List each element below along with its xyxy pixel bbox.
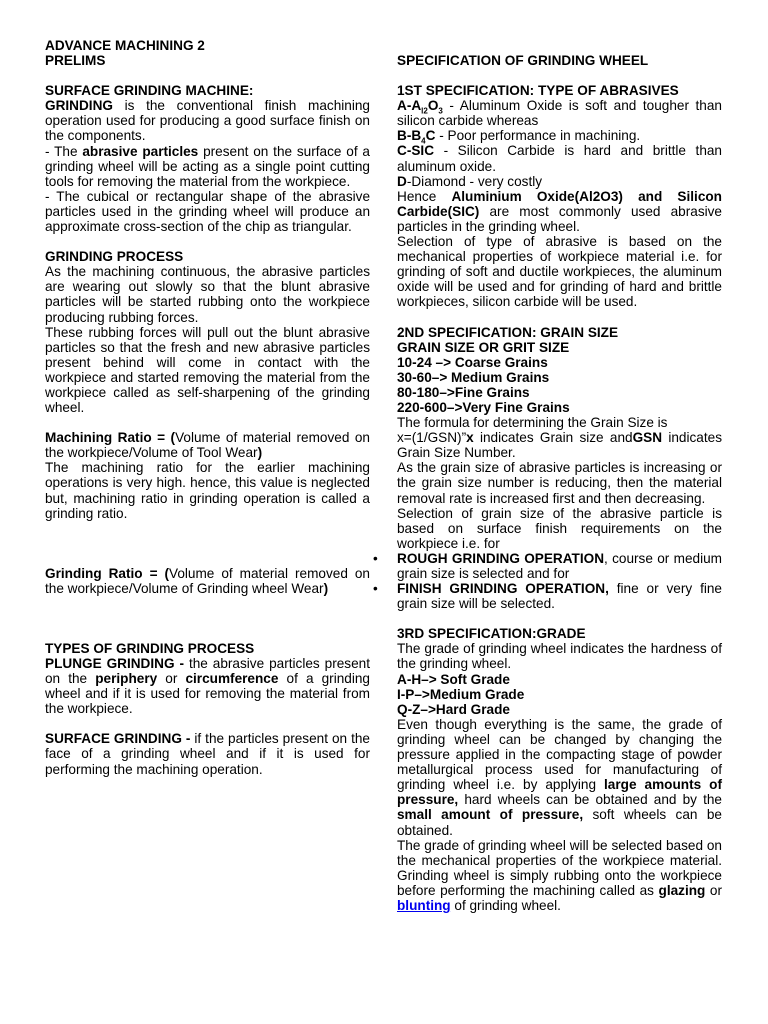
abrasive-c: C-SIC - Silicon Carbide is hard and brittle than aluminum oxide. xyxy=(397,143,722,174)
machining-ratio-formula: Machining Ratio = (Volume of material removed on the workpiece/Volume of Tool Wear) xyxy=(45,430,370,461)
term-title: PRELIMS xyxy=(45,53,106,69)
spec3-heading: 3RD SPECIFICATION:GRADE xyxy=(397,626,586,642)
grade-soft: A-H–> Soft Grade xyxy=(397,671,510,687)
grain-selection: Selection of grain size of the abrasive particle is based on surface finish requirements on the workpiece i.e. for xyxy=(397,505,722,551)
course-title: ADVANCE MACHINING 2 xyxy=(45,38,205,53)
bullet-rough: • ROUGH GRINDING OPERATION, course or medium grain size is selected and for xyxy=(373,550,722,581)
formula-line: x=(1/GSN)”x indicates Grain size andGSN indicates Grain Size Number. xyxy=(397,430,723,461)
hence-paragraph: Hence Aluminium Oxide(Al2O3) and Silicon Carbide(SIC) are most commonly used abrasive particles in the grinding wheel. xyxy=(397,188,722,234)
grain-fine: 80-180–>Fine Grains xyxy=(397,384,530,400)
spec1-heading: 1ST SPECIFICATION: TYPE OF ABRASIVES xyxy=(397,83,679,99)
abrasive-selection: Selection of type of abrasive is based on the mechanical properties of workpiece material i.e. for grinding of soft and ductile workpieces, the aluminum oxide will be used and for grinding of hard and brittle workpieces, silicon carbide will be used. xyxy=(397,234,722,310)
abrasive-b: $B-B_4C$ - Poor performance in machining. xyxy=(397,128,641,147)
surface-grinding: SURFACE GRINDING - if the particles present on the face of a grinding wheel and if it is used for performing the machining operation. xyxy=(45,731,370,777)
grinding-definition: GRINDING is the conventional finish machining operation used for producing a good surface finish on the components. xyxy=(45,98,370,144)
grade-intro: The grade of grinding wheel indicates the hardness of the grinding wheel. xyxy=(397,641,722,672)
grain-paragraph: As the grain size of abrasive particles is increasing or the grain size number is reducing, then the material removal rate is increased first and then decreasing. xyxy=(397,460,722,506)
machining-ratio-text: The machining ratio for the earlier machining operations is very high. hence, this value is neglected but, machining ratio in grinding operation is called a grinding ratio. xyxy=(45,460,370,521)
right-column xyxy=(373,53,723,913)
formula-intro: The formula for determining the Grain Size is xyxy=(397,415,668,431)
bullet-dot: • xyxy=(373,581,378,597)
abrasive-paragraph: - The abrasive particles present on the surface of a grinding wheel will be acting as a single point cutting tools for removing the material from the workpiece. xyxy=(45,143,370,189)
process-paragraph-2: These rubbing forces will pull out the blunt abrasive particles so that the fresh and new abrasive particles present behind will come in contact with the workpiece and started removing the material from the workpiece called as self-sharpening of the grinding wheel. xyxy=(45,324,370,416)
grade-medium: I-P–>Medium Grade xyxy=(397,686,525,702)
cubical-paragraph: - The cubical or rectangular shape of the abrasive particles used in the grinding wheel will produce an approximate cross-section of the chip as triangular. xyxy=(45,188,370,235)
bullet-dot: • xyxy=(373,550,378,566)
blunting-link[interactable]: blunting xyxy=(397,897,451,913)
left-column xyxy=(45,38,370,777)
abrasive-d: D-Diamond - very costly xyxy=(397,173,543,189)
types-heading: TYPES OF GRINDING PROCESS xyxy=(45,640,255,656)
process-heading: GRINDING PROCESS xyxy=(45,249,184,265)
spec2-subheading: GRAIN SIZE OR GRIT SIZE xyxy=(397,339,570,355)
abrasive-a: $A-A_{l2}O_3$ - Aluminum Oxide is soft and tougher than silicon carbide whereas xyxy=(397,98,722,129)
grain-very-fine: 220-600–>Very Fine Grains xyxy=(397,399,570,415)
grinding-ratio-formula: Grinding Ratio = (Volume of material removed on the workpiece/Volume of Grinding wheel Wear) xyxy=(45,565,370,596)
plunge-grinding: PLUNGE GRINDING - the abrasive particles present on the periphery or circumference of a grinding wheel and if it is used for removing the material from the workpiece. xyxy=(45,656,370,717)
sgm-heading: SURFACE GRINDING MACHINE: xyxy=(45,83,254,99)
grade-paragraph-1: Even though everything is the same, the grade of grinding wheel can be changed by changing the pressure applied in the compacting stage of powder metallurgical process used for manufacturing of grinding wheel i.e. by applying large amounts of pressure, hard wheels can be obtained and by the small amount of pressure, soft wheels can be obtained. xyxy=(397,716,722,838)
spec2-heading: 2ND SPECIFICATION: GRAIN SIZE xyxy=(397,324,619,340)
spec-heading: SPECIFICATION OF GRINDING WHEEL xyxy=(397,53,649,68)
grain-medium: 30-60–> Medium Grains xyxy=(397,369,550,385)
grain-coarse: 10-24 –> Coarse Grains xyxy=(397,354,548,370)
grade-paragraph-2: The grade of grinding wheel will be selected based on the mechanical properties of the workpiece material. Grinding wheel is simply rubbing onto the workpiece before performing the machining called as glazing or blunting of grinding wheel. xyxy=(397,837,722,913)
process-paragraph-1: As the machining continuous, the abrasive particles are wearing out slowly so that the blunt abrasive particles will be started rubbing onto the workpiece producing rubbing forces. xyxy=(45,264,370,325)
bullet-finish: • FINISH GRINDING OPERATION, fine or very fine grain size will be selected. xyxy=(373,581,722,612)
grade-hard: Q-Z–>Hard Grade xyxy=(397,701,510,717)
